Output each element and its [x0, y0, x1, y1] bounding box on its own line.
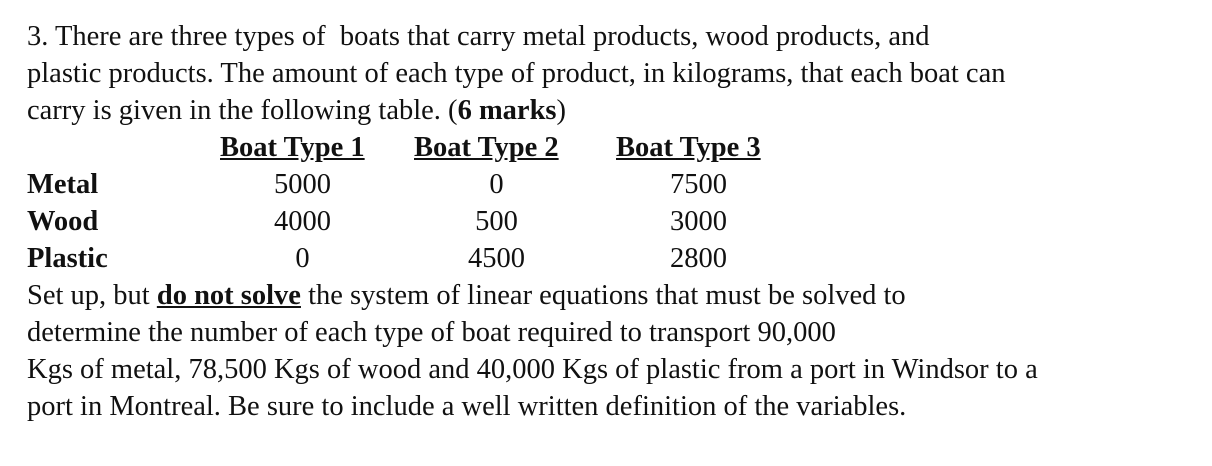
instruction-line-1: [27, 277, 1202, 314]
table-row-metal: [27, 166, 1202, 203]
intro-line-3-text: carry is given in the following table. (: [27, 95, 458, 126]
instruction-line-2: determine the number of each type of boat required to transport 90,000: [27, 317, 836, 348]
header-boat-type-2: Boat Type 2: [414, 132, 559, 163]
boat-capacity-table: [27, 129, 1202, 277]
cell-metal-boat-3: 7500: [670, 169, 727, 200]
instruction-line-1-suffix: the system of linear equations that must be solved to: [300, 280, 906, 311]
question-block: [27, 18, 1202, 425]
intro-line-3-close: ): [556, 95, 567, 126]
cell-plastic-boat-3: 2800: [670, 243, 727, 274]
marks-label: 6 marks: [457, 95, 557, 126]
cell-metal-boat-2: 0: [489, 169, 504, 200]
cell-metal-boat-1: 5000: [274, 169, 331, 200]
instruction-line-1-prefix: Set up, but: [27, 280, 157, 311]
header-boat-type-3: Boat Type 3: [616, 132, 761, 163]
header-boat-type-1: Boat Type 1: [220, 132, 365, 163]
instruction-line-3: Kgs of metal, 78,500 Kgs of wood and 40,000 Kgs of plastic from a port in Windsor to a: [27, 354, 1038, 385]
cell-wood-boat-2: 500: [475, 206, 518, 237]
do-not-solve-emphasis: do not solve: [156, 280, 301, 311]
intro-line-2: plastic products. The amount of each type of product, in kilograms, that each boat can: [27, 58, 1006, 89]
instruction-line-4: port in Montreal. Be sure to include a well written definition of the variables.: [27, 391, 907, 422]
cell-plastic-boat-1: 0: [295, 243, 310, 274]
row-label-wood: Wood: [27, 206, 99, 237]
table-header-row: [27, 129, 1202, 166]
table-row-plastic: [27, 240, 1202, 277]
cell-wood-boat-1: 4000: [274, 206, 331, 237]
row-label-metal: Metal: [27, 169, 99, 200]
table-row-wood: [27, 203, 1202, 240]
intro-line-1: 3. There are three types of boats that carry metal products, wood products, and: [27, 21, 930, 52]
cell-wood-boat-3: 3000: [670, 206, 727, 237]
cell-plastic-boat-2: 4500: [468, 243, 525, 274]
intro-line-3: [27, 92, 1202, 129]
row-label-plastic: Plastic: [27, 243, 108, 274]
